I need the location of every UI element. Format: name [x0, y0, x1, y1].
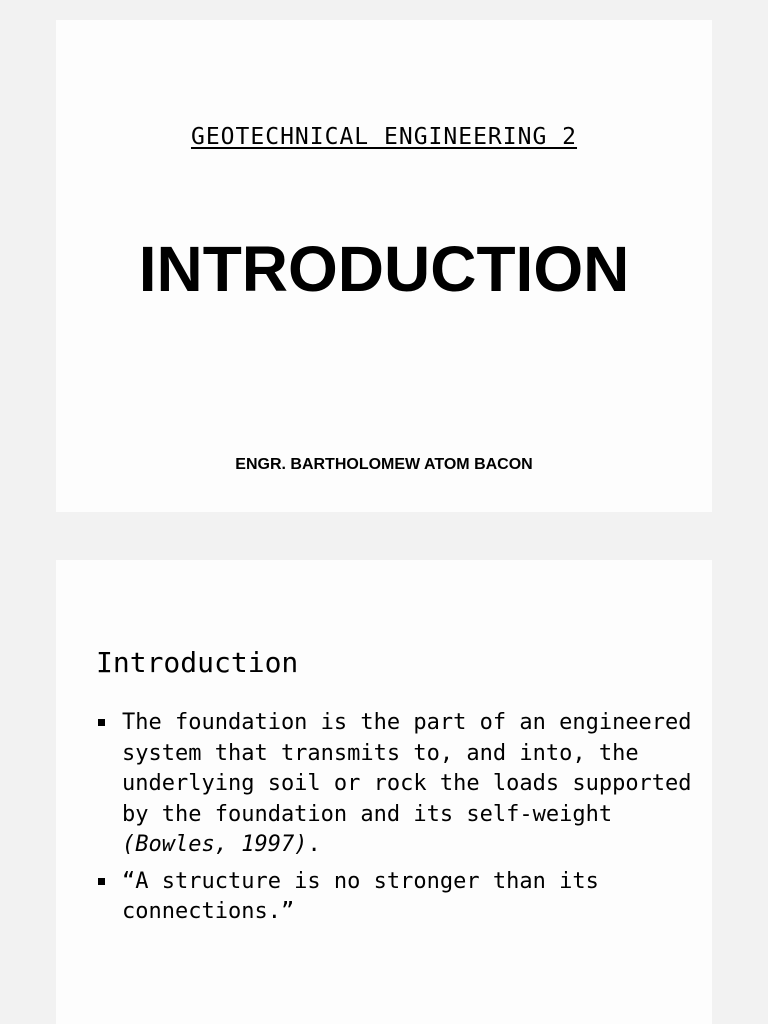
bullet-text-tail: . [307, 832, 321, 857]
bullet-text: The foundation is the part of an engineered system that transmits to, and into, the underlying soil or rock the loads supported by the foundation and its self-weight [122, 710, 692, 827]
square-bullet-icon [98, 719, 105, 726]
slide-title: INTRODUCTION [138, 233, 630, 305]
bullet-item [96, 708, 696, 861]
square-bullet-icon [98, 878, 105, 885]
author-name: ENGR. BARTHOLOMEW ATOM BACON [235, 456, 533, 473]
content-slide [56, 560, 712, 1024]
bullet-list [96, 708, 696, 934]
bullet-text: “A structure is no stronger than its connections.” [122, 868, 599, 924]
citation: (Bowles, 1997) [122, 832, 308, 857]
bullet-item [96, 867, 696, 928]
course-title: GEOTECHNICAL ENGINEERING 2 [190, 124, 578, 150]
section-heading: Introduction [96, 646, 299, 679]
title-slide [56, 20, 712, 512]
